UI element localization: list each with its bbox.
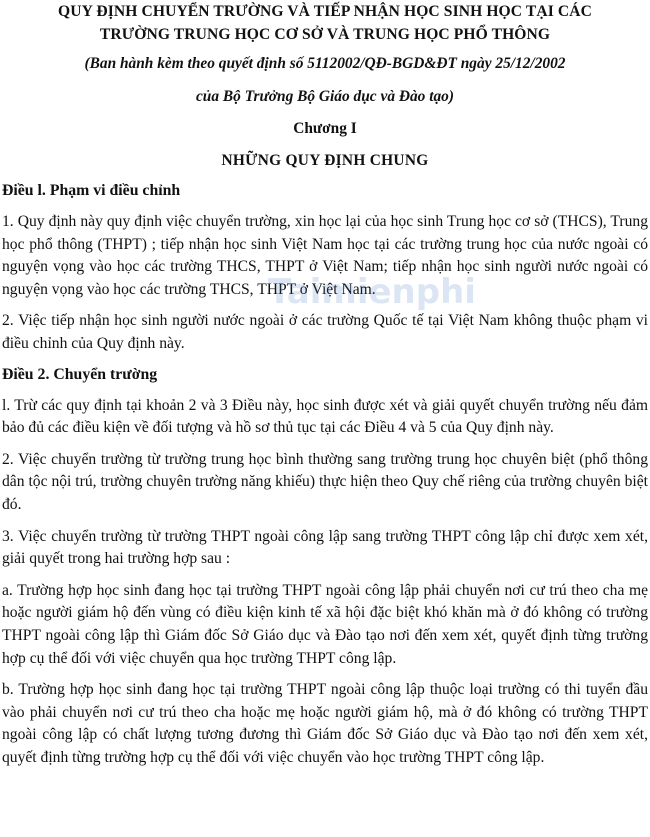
article-2-paragraph-2: 2. Việc chuyển trường từ trường trung học bình thường sang trường trung học chuyên biệt (phổ thông dân tộc nội trú, trường chuyên trường năng khiếu) thực hiện theo Quy chế riêng của trường chuyên biệt đó. <box>2 450 648 513</box>
article-2-heading: Điều 2. Chuyển trường <box>2 365 158 383</box>
article-1-heading: Điều l. Phạm vi điều chỉnh <box>2 182 181 199</box>
document-subtitle-line-1: (Ban hành kèm theo quyết định số 5112002/QĐ-BGD&ĐT ngày 25/12/2002 <box>84 55 566 72</box>
article-1-paragraph-1: 1. Quy định này quy định việc chuyển trường, xin học lại của học sinh Trung học cơ sở (THCS), Trung học phổ thông (THPT) ; tiếp nhận học sinh Việt Nam học tại các trường trung học của nước ngoài có nguyện vọng vào học các trường THCS, THPT ở Việt Nam; tiếp nhận học sinh người nước ngoài có nguyện vọng vào học các trường THCS, THPT ở Việt Nam. <box>2 213 648 298</box>
article-2-paragraph-a: a. Trường hợp học sinh đang học tại trường THPT ngoài công lập phải chuyển nơi cư trú theo cha mẹ hoặc người giám hộ đến vùng có điều kiện kinh tế xã hội đặc biệt khó khăn mà ở đó không có trường THPT ngoài công lập thì Giám đốc Sở Giáo dục và Đào tạo nơi đến xem xét, quyết định từng trường hợp cụ thể đối với việc chuyển qua học trường THPT công lập. <box>2 581 648 667</box>
chapter-name: NHỮNG QUY ĐỊNH CHUNG <box>221 152 429 169</box>
chapter-number: Chương I <box>293 120 357 137</box>
article-1-paragraph-2: 2. Việc tiếp nhận học sinh người nước ngoài ở các trường Quốc tế tại Việt Nam không thuộc phạm vi điều chỉnh của Quy định này. <box>2 312 648 352</box>
document-subtitle-line-2: của Bộ Trưởng Bộ Giáo dục và Đào tạo) <box>195 88 455 105</box>
article-2-paragraph-b: b. Trường hợp học sinh đang học tại trường THPT ngoài công lập thuộc loại trường có thi tuyển đầu vào phải chuyển nơi cư trú theo cha hoặc mẹ hoặc người giám hộ, mà ở đó không có trường THPT ngoài công lập có chất lượng tương đương thì Giám đốc Sở Giáo dục và Đào tạo nơi đến xem xét, quyết định từng trường hợp cụ thể đối với việc chuyển vào học trường THPT công lập. <box>2 681 648 766</box>
document-title-line-2: TRƯỜNG TRUNG HỌC CƠ SỞ VÀ TRUNG HỌC PHỔ THÔNG <box>99 26 551 43</box>
document-title-line-1: QUY ĐỊNH CHUYỂN TRƯỜNG VÀ TIẾP NHẬN HỌC SINH HỌC TẠI CÁC <box>58 3 592 20</box>
article-2-paragraph-3: 3. Việc chuyển trường từ trường THPT ngoài công lập sang trường THPT công lập chỉ được xem xét, giải quyết trong hai trường hợp sau : <box>2 527 648 568</box>
article-2-paragraph-1: l. Trừ các quy định tại khoản 2 và 3 Điều này, học sinh được xét và giải quyết chuyển trường nếu đảm bảo đủ các điều kiện về đối tượng và hồ sơ thủ tục tại các Điều 4 và 5 của Quy định này. <box>2 396 648 437</box>
watermark-logo: Taimienphi <box>268 272 476 312</box>
